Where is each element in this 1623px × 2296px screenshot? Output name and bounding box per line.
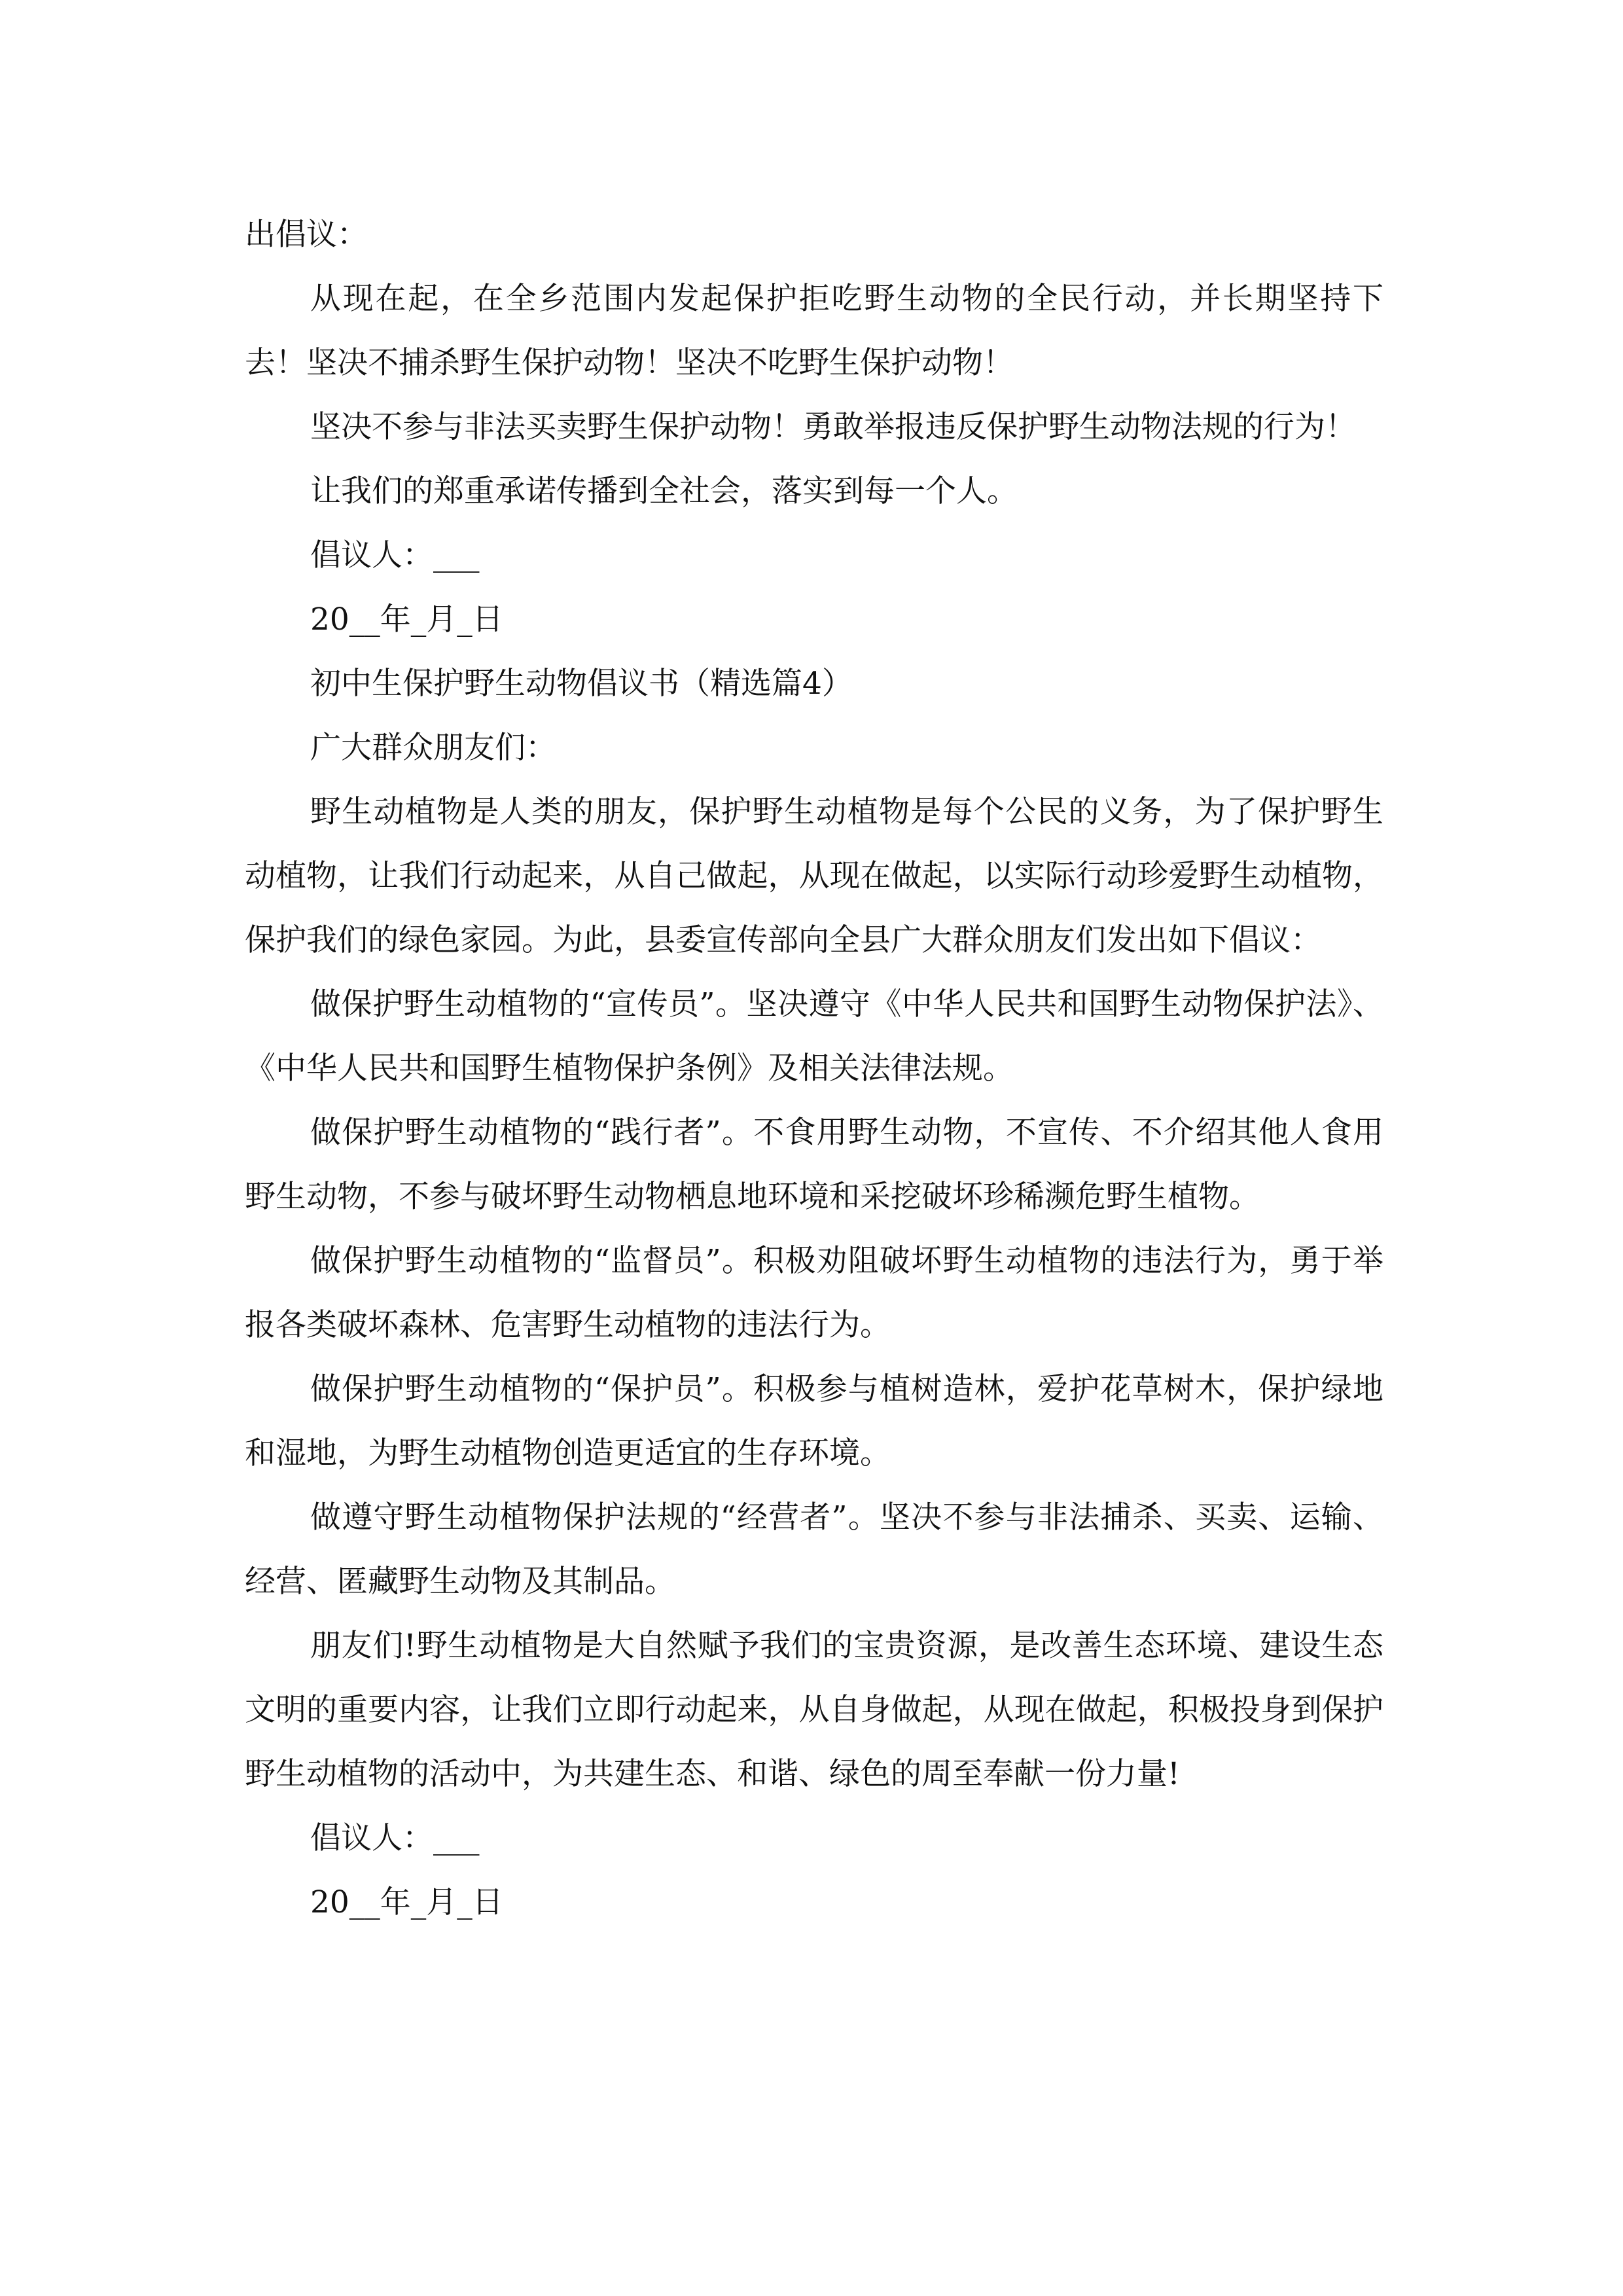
- signature-line: 倡议人：___: [310, 1820, 480, 1856]
- signature-line: 倡议人：___: [310, 537, 480, 573]
- paragraph: 从现在起，在全乡范围内发起保护拒吃野生动物的全民行动，并长期坚持下去！坚决不捕杀野生保护动物！坚决不吃野生保护动物！: [245, 281, 1383, 381]
- paragraph: 出倡议：: [245, 217, 368, 253]
- date-line: 20__年_月_日: [310, 1884, 503, 1920]
- paragraph: 做遵守野生动植物保护法规的“经营者”。坚决不参与非法捕杀、买卖、运输、经营、匿藏野生动物及其制品。: [245, 1499, 1383, 1600]
- salutation: 广大群众朋友们：: [310, 730, 556, 766]
- document-body: [245, 203, 1383, 1935]
- paragraph: 做保护野生动植物的“宣传员”。坚决遵守《中华人民共和国野生动物保护法》、《中华人民共和国野生植物保护条例》及相关法律法规。: [245, 986, 1383, 1086]
- paragraph: 做保护野生动植物的“践行者”。不食用野生动物，不宣传、不介绍其他人食用野生动物，不参与破坏野生动物栖息地环境和采挖破坏珍稀濒危野生植物。: [245, 1115, 1383, 1215]
- section-title: 初中生保护野生动物倡议书（精选篇4）: [310, 666, 853, 702]
- paragraph: 做保护野生动植物的“监督员”。积极劝阻破坏野生动植物的违法行为，勇于举报各类破坏森林、危害野生动植物的违法行为。: [245, 1243, 1383, 1343]
- paragraph: 朋友们!野生动植物是大自然赋予我们的宝贵资源，是改善生态环境、建设生态文明的重要内容，让我们立即行动起来，从自身做起，从现在做起，积极投身到保护野生动植物的活动中，为共建生态、和谐、绿色的周至奉献一份力量!: [245, 1628, 1383, 1792]
- date-line: 20__年_月_日: [310, 601, 503, 637]
- paragraph: 坚决不参与非法买卖野生保护动物！勇敢举报违反保护野生动物法规的行为！: [310, 409, 1356, 445]
- paragraph: 让我们的郑重承诺传播到全社会，落实到每一个人。: [310, 473, 1018, 509]
- paragraph: 野生动植物是人类的朋友，保护野生动植物是每个公民的义务，为了保护野生动植物，让我们行动起来，从自己做起，从现在做起，以实际行动珍爱野生动植物，保护我们的绿色家园。为此，县委宣传部向全县广大群众朋友们发出如下倡议：: [245, 794, 1383, 958]
- paragraph: 做保护野生动植物的“保护员”。积极参与植树造林，爱护花草树木，保护绿地和湿地，为野生动植物创造更适宜的生存环境。: [245, 1371, 1383, 1471]
